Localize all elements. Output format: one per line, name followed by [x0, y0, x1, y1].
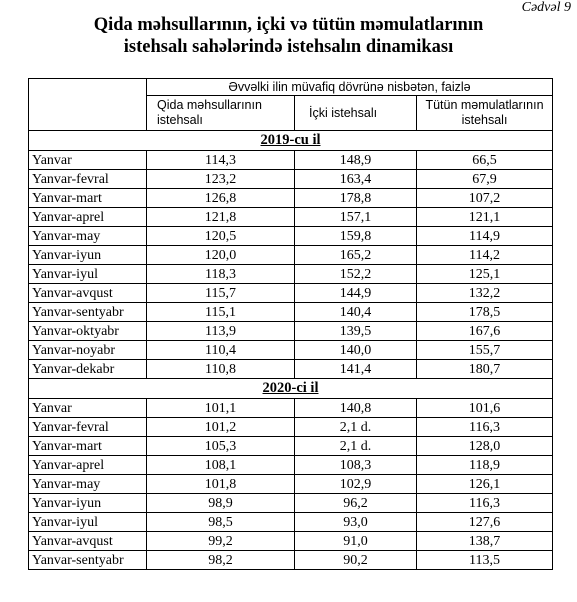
title-line-2: istehsalı sahələrində istehsalın dinamikası	[123, 37, 454, 57]
period-cell: Yanvar-aprel	[29, 208, 147, 227]
food-value-cell: 118,3	[147, 265, 295, 284]
tobacco-value-cell: 178,5	[417, 303, 553, 322]
period-cell: Yanvar-iyun	[29, 246, 147, 265]
year-section-row	[29, 379, 553, 399]
table-number-label: Cədvəl 9	[521, 0, 571, 15]
tobacco-value-cell: 127,6	[417, 513, 553, 532]
table-row	[29, 437, 553, 456]
food-value-cell: 115,1	[147, 303, 295, 322]
table-row	[29, 170, 553, 189]
document-title	[0, 14, 577, 58]
tobacco-value-cell: 125,1	[417, 265, 553, 284]
table-row	[29, 246, 553, 265]
period-cell: Yanvar	[29, 151, 147, 170]
drinks-value-cell: 157,1	[295, 208, 417, 227]
table-row	[29, 513, 553, 532]
title-line-1: Qida məhsullarının, içki və tütün məmulatlarının	[93, 15, 484, 35]
food-value-cell: 120,5	[147, 227, 295, 246]
tobacco-value-cell: 155,7	[417, 341, 553, 360]
food-value-cell: 110,8	[147, 360, 295, 379]
drinks-value-cell: 140,8	[295, 399, 417, 418]
year-section-label: 2019-cu il	[29, 131, 553, 151]
tobacco-value-cell: 113,5	[417, 551, 553, 570]
food-value-cell: 108,1	[147, 456, 295, 475]
food-value-cell: 110,4	[147, 341, 295, 360]
food-value-cell: 101,1	[147, 399, 295, 418]
table-row	[29, 551, 553, 570]
food-value-cell: 105,3	[147, 437, 295, 456]
tobacco-value-cell: 138,7	[417, 532, 553, 551]
food-value-cell: 101,8	[147, 475, 295, 494]
production-dynamics-table	[28, 78, 553, 570]
food-value-cell: 123,2	[147, 170, 295, 189]
drinks-value-cell: 141,4	[295, 360, 417, 379]
tobacco-value-cell: 101,6	[417, 399, 553, 418]
period-cell: Yanvar-iyun	[29, 494, 147, 513]
table-row	[29, 360, 553, 379]
period-cell: Yanvar-mart	[29, 437, 147, 456]
drinks-value-cell: 152,2	[295, 265, 417, 284]
table-row	[29, 456, 553, 475]
food-value-cell: 126,8	[147, 189, 295, 208]
period-cell: Yanvar-iyul	[29, 513, 147, 532]
period-cell: Yanvar-dekabr	[29, 360, 147, 379]
period-cell: Yanvar-fevral	[29, 418, 147, 437]
drinks-value-cell: 163,4	[295, 170, 417, 189]
food-value-cell: 115,7	[147, 284, 295, 303]
table-row	[29, 399, 553, 418]
tobacco-value-cell: 118,9	[417, 456, 553, 475]
table-row	[29, 265, 553, 284]
drinks-value-cell: 139,5	[295, 322, 417, 341]
food-value-cell: 120,0	[147, 246, 295, 265]
header-col-food: Qida məhsullarının istehsalı	[147, 96, 295, 131]
drinks-value-cell: 91,0	[295, 532, 417, 551]
tobacco-value-cell: 167,6	[417, 322, 553, 341]
food-value-cell: 98,2	[147, 551, 295, 570]
table-row	[29, 189, 553, 208]
tobacco-value-cell: 126,1	[417, 475, 553, 494]
tobacco-value-cell: 121,1	[417, 208, 553, 227]
period-cell: Yanvar-sentyabr	[29, 303, 147, 322]
drinks-value-cell: 90,2	[295, 551, 417, 570]
table-row	[29, 418, 553, 437]
period-cell: Yanvar-avqust	[29, 284, 147, 303]
table-body	[29, 79, 553, 570]
drinks-value-cell: 140,4	[295, 303, 417, 322]
table-row	[29, 151, 553, 170]
food-value-cell: 99,2	[147, 532, 295, 551]
table-row	[29, 284, 553, 303]
period-cell: Yanvar-sentyabr	[29, 551, 147, 570]
tobacco-value-cell: 67,9	[417, 170, 553, 189]
year-section-label: 2020-ci il	[29, 379, 553, 399]
header-blank-cell	[29, 79, 147, 131]
period-cell: Yanvar-avqust	[29, 532, 147, 551]
tobacco-value-cell: 66,5	[417, 151, 553, 170]
food-value-cell: 113,9	[147, 322, 295, 341]
table-row	[29, 303, 553, 322]
drinks-value-cell: 140,0	[295, 341, 417, 360]
tobacco-value-cell: 107,2	[417, 189, 553, 208]
period-cell: Yanvar-fevral	[29, 170, 147, 189]
table-row	[29, 341, 553, 360]
period-cell: Yanvar-may	[29, 475, 147, 494]
period-cell: Yanvar-noyabr	[29, 341, 147, 360]
header-span-label: Əvvəlki ilin müvafiq dövrünə nisbətən, faizlə	[147, 79, 553, 96]
drinks-value-cell: 102,9	[295, 475, 417, 494]
period-cell: Yanvar-aprel	[29, 456, 147, 475]
year-section-row	[29, 131, 553, 151]
food-value-cell: 98,9	[147, 494, 295, 513]
drinks-value-cell: 96,2	[295, 494, 417, 513]
drinks-value-cell: 178,8	[295, 189, 417, 208]
period-cell: Yanvar	[29, 399, 147, 418]
food-value-cell: 101,2	[147, 418, 295, 437]
tobacco-value-cell: 180,7	[417, 360, 553, 379]
drinks-value-cell: 159,8	[295, 227, 417, 246]
table-row	[29, 322, 553, 341]
tobacco-value-cell: 132,2	[417, 284, 553, 303]
tobacco-value-cell: 114,2	[417, 246, 553, 265]
table-row	[29, 227, 553, 246]
header-row-top	[29, 79, 553, 96]
period-cell: Yanvar-oktyabr	[29, 322, 147, 341]
drinks-value-cell: 144,9	[295, 284, 417, 303]
food-value-cell: 98,5	[147, 513, 295, 532]
tobacco-value-cell: 116,3	[417, 418, 553, 437]
tobacco-value-cell: 116,3	[417, 494, 553, 513]
period-cell: Yanvar-mart	[29, 189, 147, 208]
drinks-value-cell: 2,1 d.	[295, 418, 417, 437]
table-row	[29, 208, 553, 227]
table-row	[29, 475, 553, 494]
drinks-value-cell: 93,0	[295, 513, 417, 532]
drinks-value-cell: 2,1 d.	[295, 437, 417, 456]
period-cell: Yanvar-iyul	[29, 265, 147, 284]
drinks-value-cell: 148,9	[295, 151, 417, 170]
drinks-value-cell: 165,2	[295, 246, 417, 265]
period-cell: Yanvar-may	[29, 227, 147, 246]
header-col-drinks: İçki istehsalı	[295, 96, 417, 131]
table-row	[29, 494, 553, 513]
header-col-tobacco: Tütün məmulatlarının istehsalı	[417, 96, 553, 131]
food-value-cell: 121,8	[147, 208, 295, 227]
tobacco-value-cell: 114,9	[417, 227, 553, 246]
tobacco-value-cell: 128,0	[417, 437, 553, 456]
drinks-value-cell: 108,3	[295, 456, 417, 475]
food-value-cell: 114,3	[147, 151, 295, 170]
table-row	[29, 532, 553, 551]
